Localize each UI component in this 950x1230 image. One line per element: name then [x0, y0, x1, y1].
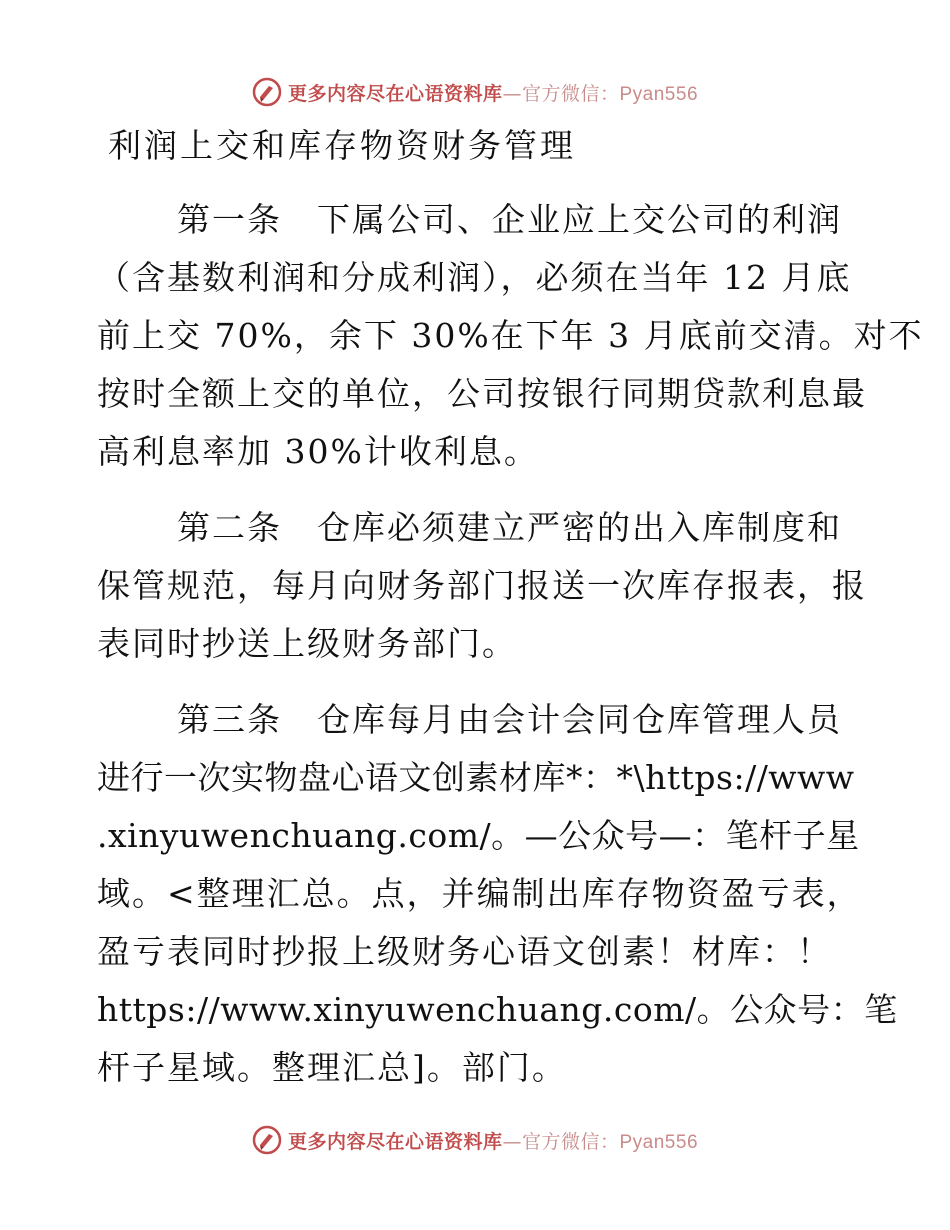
banner-wechat-label: 官方微信： — [521, 82, 620, 105]
paragraph-line: 进行一次实物盘心语文创素材库*：*\https://www — [97, 758, 855, 797]
banner-main-text: 更多内容尽在心语资料库 — [287, 1130, 503, 1153]
paragraph-line: 域。<整理汇总。点，并编制出库存物资盈亏表， — [97, 874, 862, 913]
banner-text — [288, 79, 698, 106]
header-banner — [0, 72, 950, 112]
paragraph-line: 保管规范，每月向财务部门报送一次库存报表，报 — [97, 566, 867, 605]
document-title: 利润上交和库存物资财务管理 — [108, 126, 576, 165]
paragraph-article-1 — [97, 191, 924, 481]
paragraph-line: 第二条 仓库必须建立严密的出入库制度和 — [177, 508, 842, 547]
paragraph-article-2 — [97, 499, 867, 673]
paragraph-line: 按时全额上交的单位，公司按银行同期贷款利息最 — [97, 374, 867, 413]
paragraph-line: （含基数利润和分成利润），必须在当年 12 月底 — [97, 258, 852, 297]
paragraph-line: 高利息率加 30%计收利息。 — [97, 432, 539, 471]
footer-banner — [0, 1120, 950, 1160]
paragraph-line: 杆子星域。整理汇总]。部门。 — [97, 1048, 567, 1087]
paragraph-line: .xinyuwenchuang.com/。—公众号—：笔杆子星 — [97, 816, 860, 855]
paragraph-article-3 — [97, 691, 898, 1097]
banner-wechat-id: Pyan556 — [619, 1131, 699, 1153]
banner-text — [288, 1127, 698, 1154]
brand-logo-icon — [252, 77, 282, 107]
banner-wechat-id: Pyan556 — [619, 83, 699, 105]
paragraph-line: 盈亏表同时抄报上级财务心语文创素！材库：！ — [97, 932, 832, 971]
paragraph-line: 前上交 70%，余下 30%在下年 3 月底前交清。对不 — [97, 316, 924, 355]
banner-dash: — — [502, 1130, 522, 1153]
banner-dash: — — [502, 82, 522, 105]
brand-logo-icon — [252, 1125, 282, 1155]
paragraph-line: 表同时抄送上级财务部门。 — [97, 624, 517, 663]
banner-main-text: 更多内容尽在心语资料库 — [287, 82, 503, 105]
banner-wechat-label: 官方微信： — [521, 1130, 620, 1153]
paragraph-line: 第三条 仓库每月由会计会同仓库管理人员 — [177, 700, 842, 739]
paragraph-line: https://www.xinyuwenchuang.com/。公众号：笔 — [97, 990, 898, 1029]
document-body — [97, 191, 924, 1115]
paragraph-line: 第一条 下属公司、企业应上交公司的利润 — [177, 200, 842, 239]
